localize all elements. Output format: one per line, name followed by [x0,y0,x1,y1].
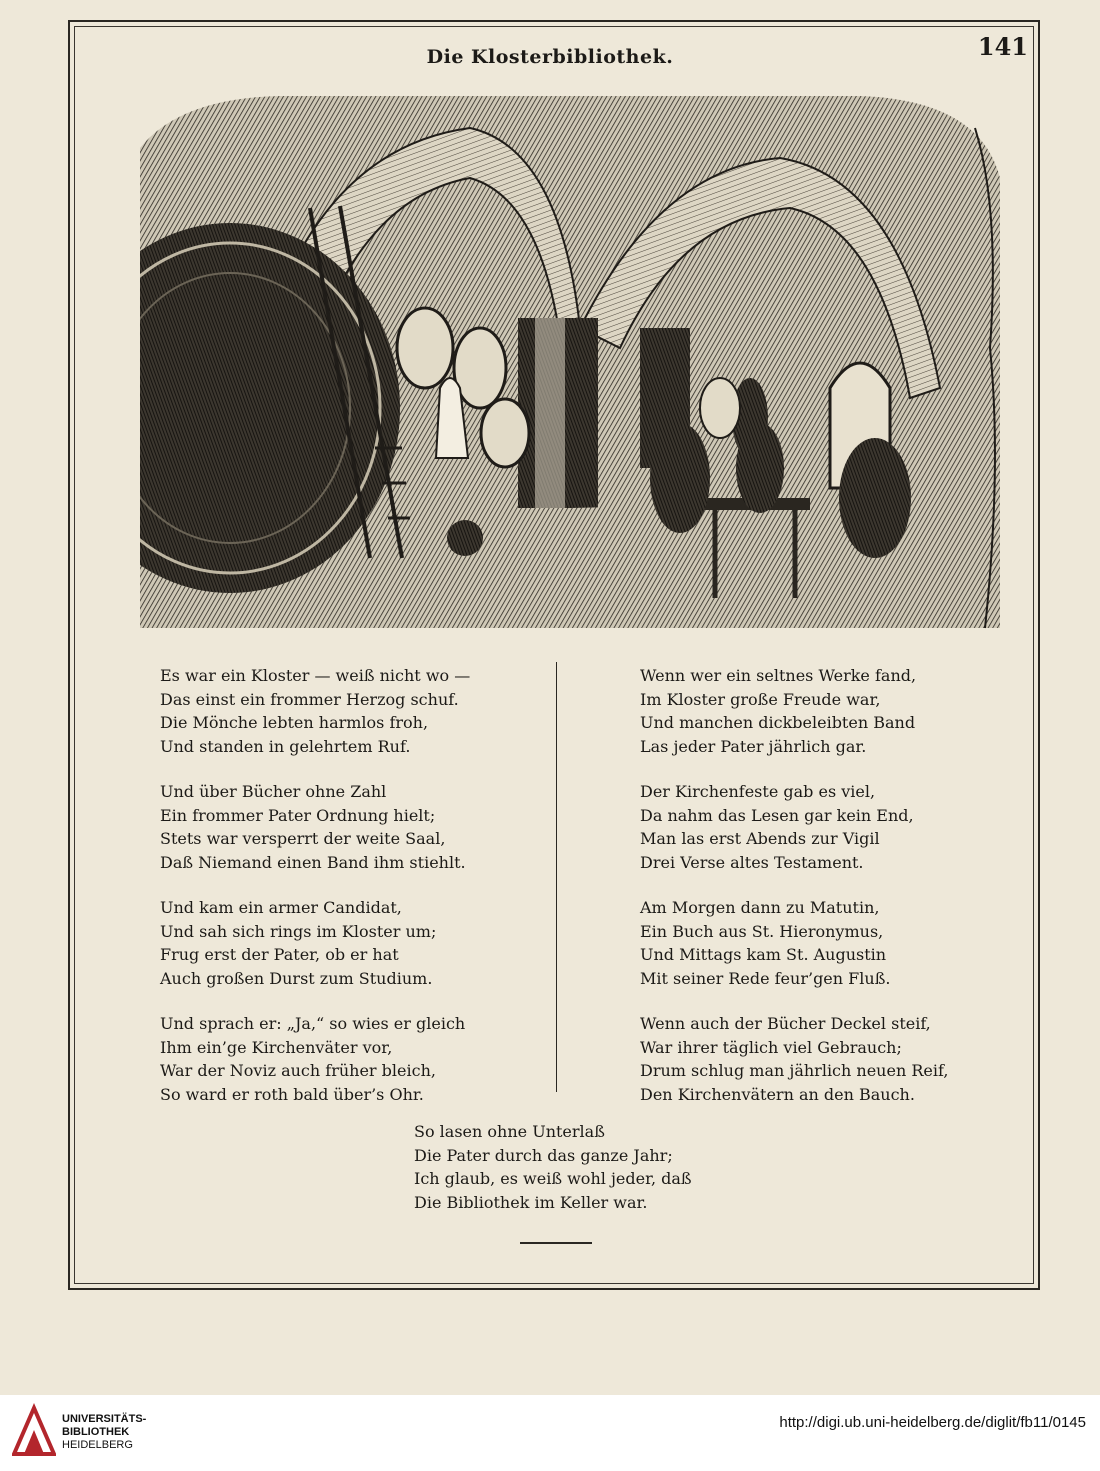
poem-line: Und sprach er: „Ja,“ so wies er gleich [160,1014,466,1033]
poem-line: Ihm ein’ge Kirchenväter vor, [160,1037,393,1057]
poem-line: Da nahm das Lesen gar kein End, [640,805,914,825]
poem-line: Auch großen Durst zum Studium. [160,968,433,988]
poem-line: Der Kirchenfeste gab es viel, [640,782,876,801]
stanza [160,896,470,990]
poem-line: Und standen in gelehrtem Ruf. [160,736,411,756]
stanza [640,1012,948,1106]
page-number: 141 [977,32,1028,61]
poem-line: Drei Verse altes Testament. [640,852,864,872]
poem-line: Wenn wer ein seltnes Werke fand, [640,666,917,685]
poem-right-column [640,664,948,1128]
poem-line: Stets war versperrt der weite Saal, [160,829,446,848]
poem-line: Und über Bücher ohne Zahl [160,782,387,801]
poem-line: Und Mittags kam St. Augustin [640,945,887,964]
poem-line: War ihrer täglich viel Gebrauch; [640,1037,902,1057]
poem-line: Die Pater durch das ganze Jahr; [414,1145,673,1165]
end-rule [520,1242,592,1244]
poem-line: Und manchen dickbeleibten Band [640,713,916,732]
poem-line: Ich glaub, es weiß wohl jeder, daß [414,1169,692,1188]
poem-line: Frug erst der Pater, ob er hat [160,945,399,964]
poem-line: Daß Niemand einen Band ihm stiehlt. [160,852,466,872]
poem-line: Wenn auch der Bücher Deckel steif, [640,1014,931,1033]
poem-line: Im Kloster große Freude war, [640,689,881,709]
logo-line: UNIVERSITÄTS- [62,1413,147,1425]
poem-line: Ein Buch aus St. Hieronymus, [640,921,884,941]
page-title: Die Klosterbibliothek. [426,46,674,68]
poem-line: War der Noviz auch früher bleich, [160,1061,436,1080]
poem-line: Las jeder Pater jährlich gar. [640,736,867,756]
library-logo-icon [12,1402,56,1456]
poem-left-column [160,664,470,1128]
logo-line: HEIDELBERG [62,1439,133,1451]
poem-line: Die Mönche lebten harmlos froh, [160,713,429,732]
stanza [160,664,470,758]
poem-line: Man las erst Abends zur Vigil [640,829,880,848]
poem-final-stanza [414,1120,692,1214]
library-logo-text [62,1413,146,1452]
stanza [640,896,948,990]
poem-line: Drum schlug man jährlich neuen Reif, [640,1061,949,1080]
poem-line: Ein frommer Pater Ordnung hielt; [160,805,436,825]
poem-line: Und sah sich rings im Kloster um; [160,921,437,941]
stanza [640,780,948,874]
poem-line: Die Bibliothek im Keller war. [414,1192,648,1212]
poem-line: Den Kirchenvätern an den Bauch. [640,1084,915,1104]
stanza [160,780,470,874]
stanza [640,664,948,758]
column-divider [556,662,557,1092]
poem-line: Am Morgen dann zu Matutin, [640,898,880,917]
cellar-engraving-illustration [140,88,1000,638]
logo-line: BIBLIOTHEK [62,1426,130,1438]
source-url-link[interactable]: http://digi.ub.uni-heidelberg.de/diglit/fb11/0145 [779,1414,1086,1431]
poem-line: Es war ein Kloster — weiß nicht wo — [160,666,471,685]
stanza [160,1012,470,1106]
poem-line: So ward er roth bald über’s Ohr. [160,1084,424,1104]
poem-line: Mit seiner Rede feur’gen Fluß. [640,968,891,988]
poem-line: Und kam ein armer Candidat, [160,898,402,917]
poem-line: So lasen ohne Unterlaß [414,1122,605,1141]
poem-line: Das einst ein frommer Herzog schuf. [160,689,459,709]
